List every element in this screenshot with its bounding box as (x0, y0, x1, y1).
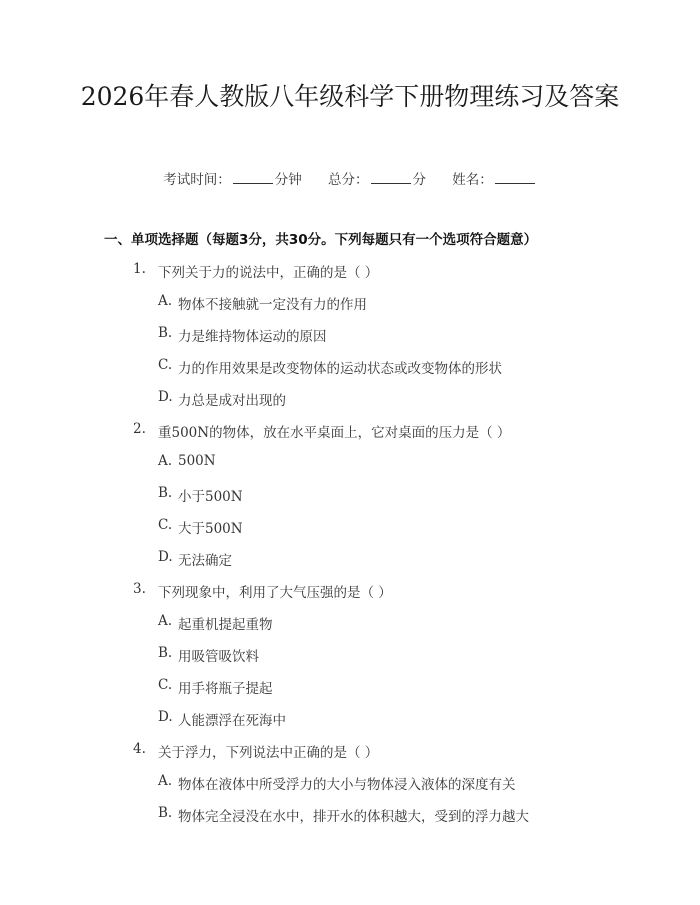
option-text: 物体在液体中所受浮力的大小与物体浸入液体的深度有关 (178, 777, 516, 793)
option-text: 小于500N (178, 489, 243, 505)
option-text: 用手将瓶子提起 (178, 681, 273, 697)
question-text: 重500N的物体，放在水平桌面上，它对桌面的压力是（ ） (158, 425, 511, 441)
question-number: 1. (133, 261, 146, 277)
option-letter: A. (158, 453, 173, 469)
option-text: 起重机提起重物 (178, 617, 273, 633)
exam-time-unit: 分钟 (274, 172, 302, 188)
student-name-field (452, 168, 537, 188)
student-name-blank (495, 171, 535, 184)
option-text: 物体不接触就一定没有力的作用 (178, 297, 367, 313)
option-letter: B. (158, 645, 173, 661)
option-text: 力的作用效果是改变物体的运动状态或改变物体的形状 (178, 361, 502, 377)
exam-time-field (163, 168, 302, 188)
question-text: 下列现象中，利用了大气压强的是（ ） (158, 585, 392, 601)
option-text: 物体完全浸没在水中，排开水的体积越大，受到的浮力越大 (178, 809, 529, 825)
option-letter: B. (158, 805, 173, 821)
option-text: 人能漂浮在死海中 (178, 713, 286, 729)
exam-info-row (0, 168, 700, 188)
student-name-label: 姓名： (452, 172, 493, 188)
option-letter: A. (158, 293, 173, 309)
option-text: 力总是成对出现的 (178, 393, 286, 409)
option-letter: A. (158, 773, 173, 789)
exam-time-blank (233, 171, 273, 184)
option-text: 用吸管吸饮料 (178, 649, 259, 665)
option-letter: C. (158, 357, 173, 373)
document-title: 2026年春人教版八年级科学下册物理练习及答案 (80, 82, 620, 111)
question-text: 关于浮力，下列说法中正确的是（ ） (158, 745, 379, 761)
option-letter: D. (158, 389, 173, 405)
option-text: 大于500N (178, 521, 243, 537)
question-number: 2. (133, 421, 146, 437)
option-text: 无法确定 (178, 553, 232, 569)
total-score-label: 总分： (328, 172, 369, 188)
option-letter: C. (158, 517, 173, 533)
option-letter: C. (158, 677, 173, 693)
total-score-blank (371, 171, 411, 184)
option-letter: B. (158, 485, 173, 501)
exam-time-label: 考试时间： (163, 172, 231, 188)
total-score-field (328, 168, 426, 188)
option-letter: D. (158, 709, 173, 725)
question-number: 3. (133, 581, 146, 597)
option-letter: B. (158, 325, 173, 341)
total-score-unit: 分 (412, 172, 426, 188)
question-text: 下列关于力的说法中，正确的是（ ） (158, 265, 379, 281)
option-text: 力是维持物体运动的原因 (178, 329, 327, 345)
section-heading: 一、单项选择题（每题3分，共30分。下列每题只有一个选项符合题意） (104, 232, 538, 248)
option-text: 500N (178, 453, 216, 469)
option-letter: A. (158, 613, 173, 629)
question-number: 4. (133, 741, 146, 757)
option-letter: D. (158, 549, 173, 565)
